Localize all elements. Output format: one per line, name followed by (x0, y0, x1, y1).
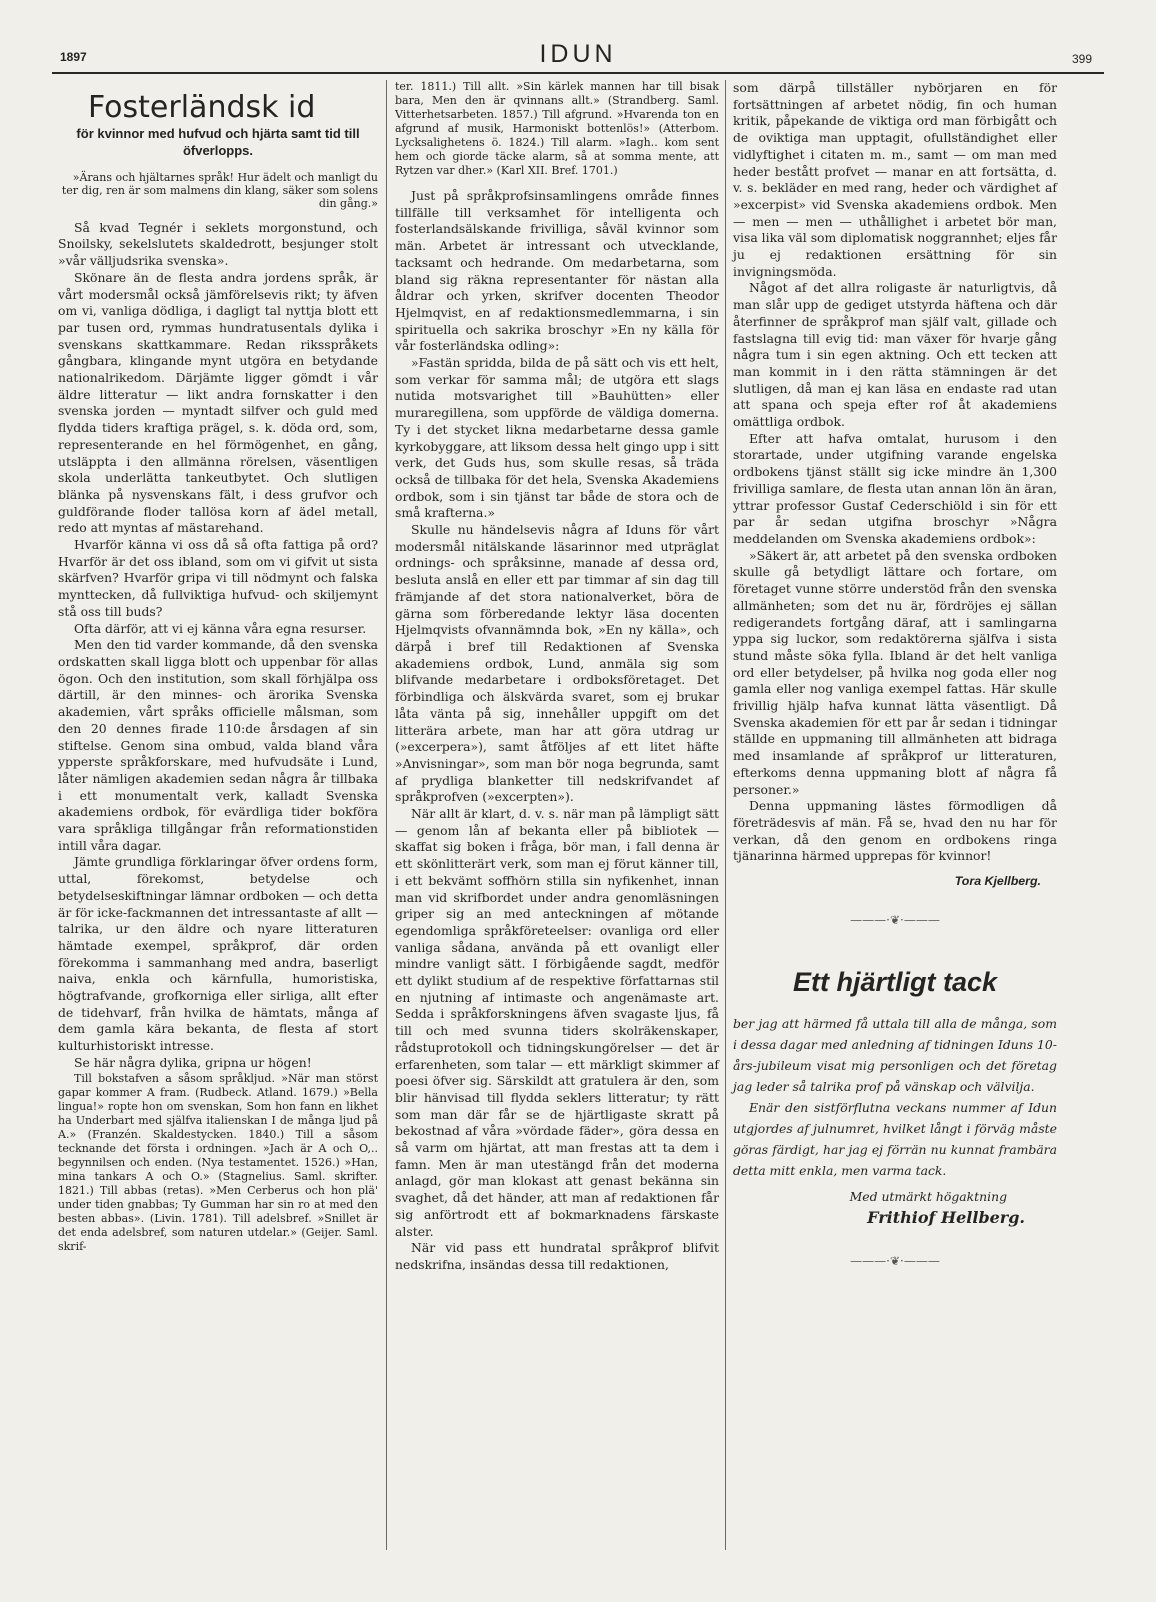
paragraph: Så kvad Tegnér i seklets morgonstund, och Snoilsky, sekelslutets skaldedrott, besjunger stolt »vår välljudsrika svenska». (58, 219, 378, 269)
ornament-divider: ———·❦·——— (850, 1253, 940, 1268)
notice-paragraph: ber jag att härmed få uttala till alla de många, som i dessa dagar med anledning af tidningen Iduns 10-års-jubileum visat mig personligen och det företag jag leder så talrika prof på vänskap och välvilja. (733, 1016, 1057, 1095)
paragraph: Se här några dylika, gripna ur högen! (74, 1054, 312, 1070)
author-signature: Tora Kjellberg. (954, 874, 1041, 889)
year: 1897 (60, 50, 87, 64)
paragraph: Just på språkprofsinsamlingens område finnes tillfälle till verksamhet för intelligenta och fosterlandsälskande frivilliga, såväl kvinnor som män. Arbetet är intressant och utvecklande, tacksamt och hedrande. Om medarbetarna, som bland sig räkna representanter för nästan alla åldrar och yrken, skrifver docenten Theodor Hjelmqvist, en af redaktionsmedlemmarna, i sin spirituella och sakrika broschyr »En ny källa för vår fosterländska odling»: (395, 188, 719, 354)
motto: »Ärans och hjältarnes språk! Hur ädelt och manligt du ter dig, ren är som malmens din klang, säker som solens din gång.» (61, 170, 378, 210)
notice-signature: Frithiof Hellberg. (867, 1207, 1025, 1227)
page-header (52, 40, 1104, 68)
column-1 (58, 80, 378, 1254)
paragraph: »Fastän spridda, bilda de på sätt och vis ett helt, som verkar för samma mål; de utgöra ett slags nutida motsvarighet till »Bauhütten» eller muraregillena, som uppförde de väldiga domerna. Ty i det stycket likna medarbetarne dessa gamle kyrkobyggare, att liksom dessa helt gingo upp i sitt verk, det Guds hus, som skulle resas, så träda också de tillbaka för det hela, Svenska Akademiens ordbok, som i sin tjänst tar både de stora och de små krafterna.» (395, 355, 719, 521)
ornament-divider: ———·❦·——— (850, 912, 940, 927)
paragraph: »Säkert är, att arbetet på den svenska ordboken skulle gå betydligt lättare och fortare, om företaget vunne större understöd från den svenska allmänheten; som det nu är, fördröjes ej sällan redigerandets fortgång däraf, att i samlingarna yppa sig luckor, som redaktörerna själfva i sista stund måste söka fylla. Ibland är det helt vanliga ord eller betydelser, på hvilka nog goda eller nog gamla eller nog vanliga exempel fattas. Här skulle frivillig hjälp hafva kunnat lätta väsentligt. Då Svenska akademien för ett par år sedan i tidningar ställde en uppmaning till allmänheten att bidraga med insamlande af språkprof ur litteraturen, efterkoms denna uppmaning blott af några få personer.» (733, 547, 1057, 797)
notice-paragraph: Enär den sistförflutna veckans nummer af Idun utgjordes af julnumret, hvilket långt i förväg måste göras färdigt, har jag ej förrän nu kunnat frambära detta mitt enkla, men varma tack. (733, 1100, 1057, 1179)
header-rule (52, 72, 1104, 74)
language-examples-continued: ter. 1811.) Till allt. »Sin kärlek mannen har till bisak bara, Men den är qvinnans allt.» (Strandberg. Saml. Vitterhetsarbeten. 1857.) Till afgrund. »Hvarenda ton en afgrund af musik, Harmoniskt bottenlös!» (Atterbom. Lycksalighetens ö. 1824.) Till alarm. »Iagh.. kom sent hem och giorde täcke alarm, så at somma mente, att Rytzen var dher.» (Karl XII. Bref. 1701.) (395, 80, 719, 177)
paragraph: Hvarför känna vi oss då så ofta fattiga på ord? Hvarför är det oss ibland, som om vi gifvit ut sista skärfven? Hvarför gripa vi till nödmynt och falska mynttecken, då fullviktiga hufvud- och skiljemynt stå oss till buds? (58, 537, 378, 619)
article-subtitle: för kvinnor med hufvud och hjärta samt tid till öfverlopps. (76, 125, 360, 158)
paragraph: Efter att hafva omtalat, hurusom i den storartade, under utgifning varande engelska ordbokens tjänst ställt sig icke mindre än 1,300 frivilliga samlare, de flesta utan annan lön än äran, yttrar professor Gustaf Cederschiöld i sin för ett par år sedan utgifna broschyr »Några meddelanden om Svenska akademiens ordbok»: (733, 430, 1057, 546)
page-number: 399 (1071, 52, 1092, 66)
column-divider (725, 80, 726, 1550)
paragraph: Men den tid varder kommande, då den svenska ordskatten skall ligga blott och uppenbar för allas ögon. Och den institution, som skall förhjälpa oss därtill, är den minnes- och ärorika Svenska akademien, vårt språks officielle målsman, som den 20 dennes firade 110:de årsdagen af sin stiftelse. Genom sina ombud, valda bland våra ypperste språkforskare, med hufvudsäte i Lund, låter nämligen akademien sedan några år tillbaka i ett monumentalt verk, kalladt Svenska akademiens ordbok, för evärdliga tider bokföra vara språkliga tillgångar från reformationstiden intill våra dagar. (58, 637, 378, 853)
column-3 (733, 80, 1057, 1269)
paragraph: Ofta därför, att vi ej känna våra egna resurser. (74, 620, 367, 636)
column-2 (395, 80, 719, 1274)
language-examples: Till bokstafven a såsom språkljud. »När man störst gapar kommer A fram. (Rudbeck. Atland. 1679.) »Bella lingua!» ropte hon om svenskan, Som hon fann en likhet ha Underbart med själfva italienskan I de många ljud på A.» (Franzén. Skaldestycken. 1840.) Till a såsom tecknande det första i ordningen. »Jach är A och O,.. begynnilsen och enden. (Nya testamentet. 1526.) »Han, mina tankars A och O.» (Stagnelius. Saml. skrifter. 1821.) Till abbas (retas). »Men Cerberus och hon plä' under tiden gnabbas; Ty Gumman har sin ro at med den besten abbas». (Livin. 1781). Till adelsbref. »Snillet är det enda adelsbref, som naturen utdelar.» (Geijer. Saml. skrif- (58, 1071, 378, 1253)
paragraph: Skönare än de flesta andra jordens språk, är vårt modersmål också jämförelsevis rikt; ty äfven om vi, vanliga dödliga, i dagligt tal nyttja blott ett par tusen ord, rymmas hundratusentals dylika i svenskans skattkammare. Redan riksspråkets gångbara, klingande mynt utgöra en betydande nationalrikedom. Därjämte ligger gömdt i vår äldre litteratur — likt andra fornskatter i den svenska jorden — myntadt silfver och guld med flydda tiders kraftiga prägel, s. k. döda ord, som, representerande en hel förmögenhet, en gång, utsläppta i den allmänna rörelsen, väsentligen skola underlätta tankeutbytet. Och slutligen blänka på nysvenskans fält, i dess grufvor och guldförande floder tallösa korn af ädel metall, redo att myntas af mästarehand. (58, 269, 378, 536)
notice-regards: Med utmärkt högaktning (849, 1189, 1007, 1205)
paragraph: När allt är klart, d. v. s. när man på lämpligt sätt — genom lån af bekanta eller på bibliotek — skaffat sig boken i fråga, bör man, i fall denna är ett skönlitterärt verk, som man ej förut känner till, i ett bekvämt soffhörn stilla sin nyfikenhet, innan man vid skrifbordet under andra genomläsningen griper sig an med anteckningen af mötande egendomliga språkföreteelser: ovanliga ord eller vanliga sådana, använda på ett ovanligt eller mindre vanligt sätt. I förbigående sagdt, medför ett dylikt studium af de respektive författarnas stil en njutning af intimaste och angenämaste art. Sedda i språkforskningens äfven svagaste ljus, få till och med svunna tiders skolräkenskaper, rådstuprotokoll och tidningskungörelser — det är erfarenheten, som talar — ett märkligt skimmer af poesi öfver sig. Särskildt att gratulera är den, som blir hänvisad till flydda seklers litteratur; ty rätt som man där får se de hjärtligaste skratt på bekostnad af våra »vördade fäder», göra dessa en så varm om hjärtat, att man frestas att ta dem i famn. Men är man utestängd från det moderna anlagd, gör man klokast att genast bekänna sin svaghet, då det händer, att man af redaktionen får sig anförtrodt ett af bokmarknadens färskaste alster. (395, 806, 719, 1239)
paragraph: Något af det allra roligaste är naturligtvis, då man slår upp de gediget utstyrda häftena och där återfinner de språkprof man själf valt, gillade och fastslagna till evig tid: man växer för hvarje gång några tum i sin egen aktning. Och ett tecken att man kommit in i den rätta stämningen är det slutligen, då man ej kan läsa en endaste rad utan att spana och speja efter rof åt akademiens omättliga ordbok. (733, 280, 1057, 430)
paragraph: Skulle nu händelsevis några af Iduns för vårt modersmål nitälskande läsarinnor med utpräglat ordnings- och språksinne, manade af dessa ord, besluta anslå en eller ett par timmar af sin dag till främjande af det stora nationalverket, böra de gärna som förberedande lektyr läsa docenten Hjelmqvists ofvannämnda bok, »En ny källa», och därpå i bref till Redaktionen af Svenska akademiens ordbok, Lund, anmäla sig som blifvande medarbetare i ordboksföretaget. Det förbindliga och älskvärda svaret, som ej brukar låta vänta på sig, innehåller uppgift om det litterära arbete, man har att göra utdrag ur (»excerpera»), samt åtföljes af ett litet häfte »Anvisningar», som man bör noga begrunda, samt af prydliga blanketter till nedskrifvandet af språkprofven (»excerpten»). (395, 522, 719, 805)
paragraph: Jämte grundliga förklaringar öfver ordens form, uttal, förekomst, betydelse och betydelseskiftningar lämnar ordboken — och detta är för icke-fackmannen det intressantaste af allt — talrika, ur den äldre och nyare litteraturen hämtade exempel, språkprof, där orden förekomma i sammanhang med andra, baserligt naiva, enkla och kärnfulla, humoristiska, högtrafvande, grofkorniga eller sirliga, allt efter de tidehvarf, från hvilka de hämtats, många af dem gamla kära bekanta, de flesta af stort kulturhistoriskt intresse. (58, 854, 378, 1054)
notice-title: Ett hjärtligt tack (792, 967, 998, 998)
paragraph: som därpå tillställer nybörjaren en för fortsättningen af arbetet nödig, fin och human kritik, påpekande de viktiga ord man förbigått och de oviktiga man upptagit, ofullständighet eller vidlyftighet i citaten m. m., samt — om man med heder bestått profvet — manar en att fortsätta, d. v. s. bekläder en med rang, heder och värdighet af »excerpist» vid Svenska akademiens ordbok. Men — men — men — uthållighet i arbetet bör man, visa lika väl som diplomatisk noggrannhet; eljes får ju ej redaktionen ersättning för sin invigningsmöda. (733, 80, 1057, 279)
paragraph: När vid pass ett hundratal språkprof blifvit nedskrifna, insändas dessa till redaktionen, (395, 1240, 719, 1272)
column-divider (386, 80, 387, 1550)
journal-title: IDUN (539, 40, 617, 68)
paragraph: Denna uppmaning lästes förmodligen då företrädesvis af män. Få se, hvad den nu har för verkan, då den genom en ordbokens ringa tjänarinna härmed upprepas för kvinnor! (733, 798, 1057, 864)
article-title: Fosterländsk id (88, 90, 316, 125)
